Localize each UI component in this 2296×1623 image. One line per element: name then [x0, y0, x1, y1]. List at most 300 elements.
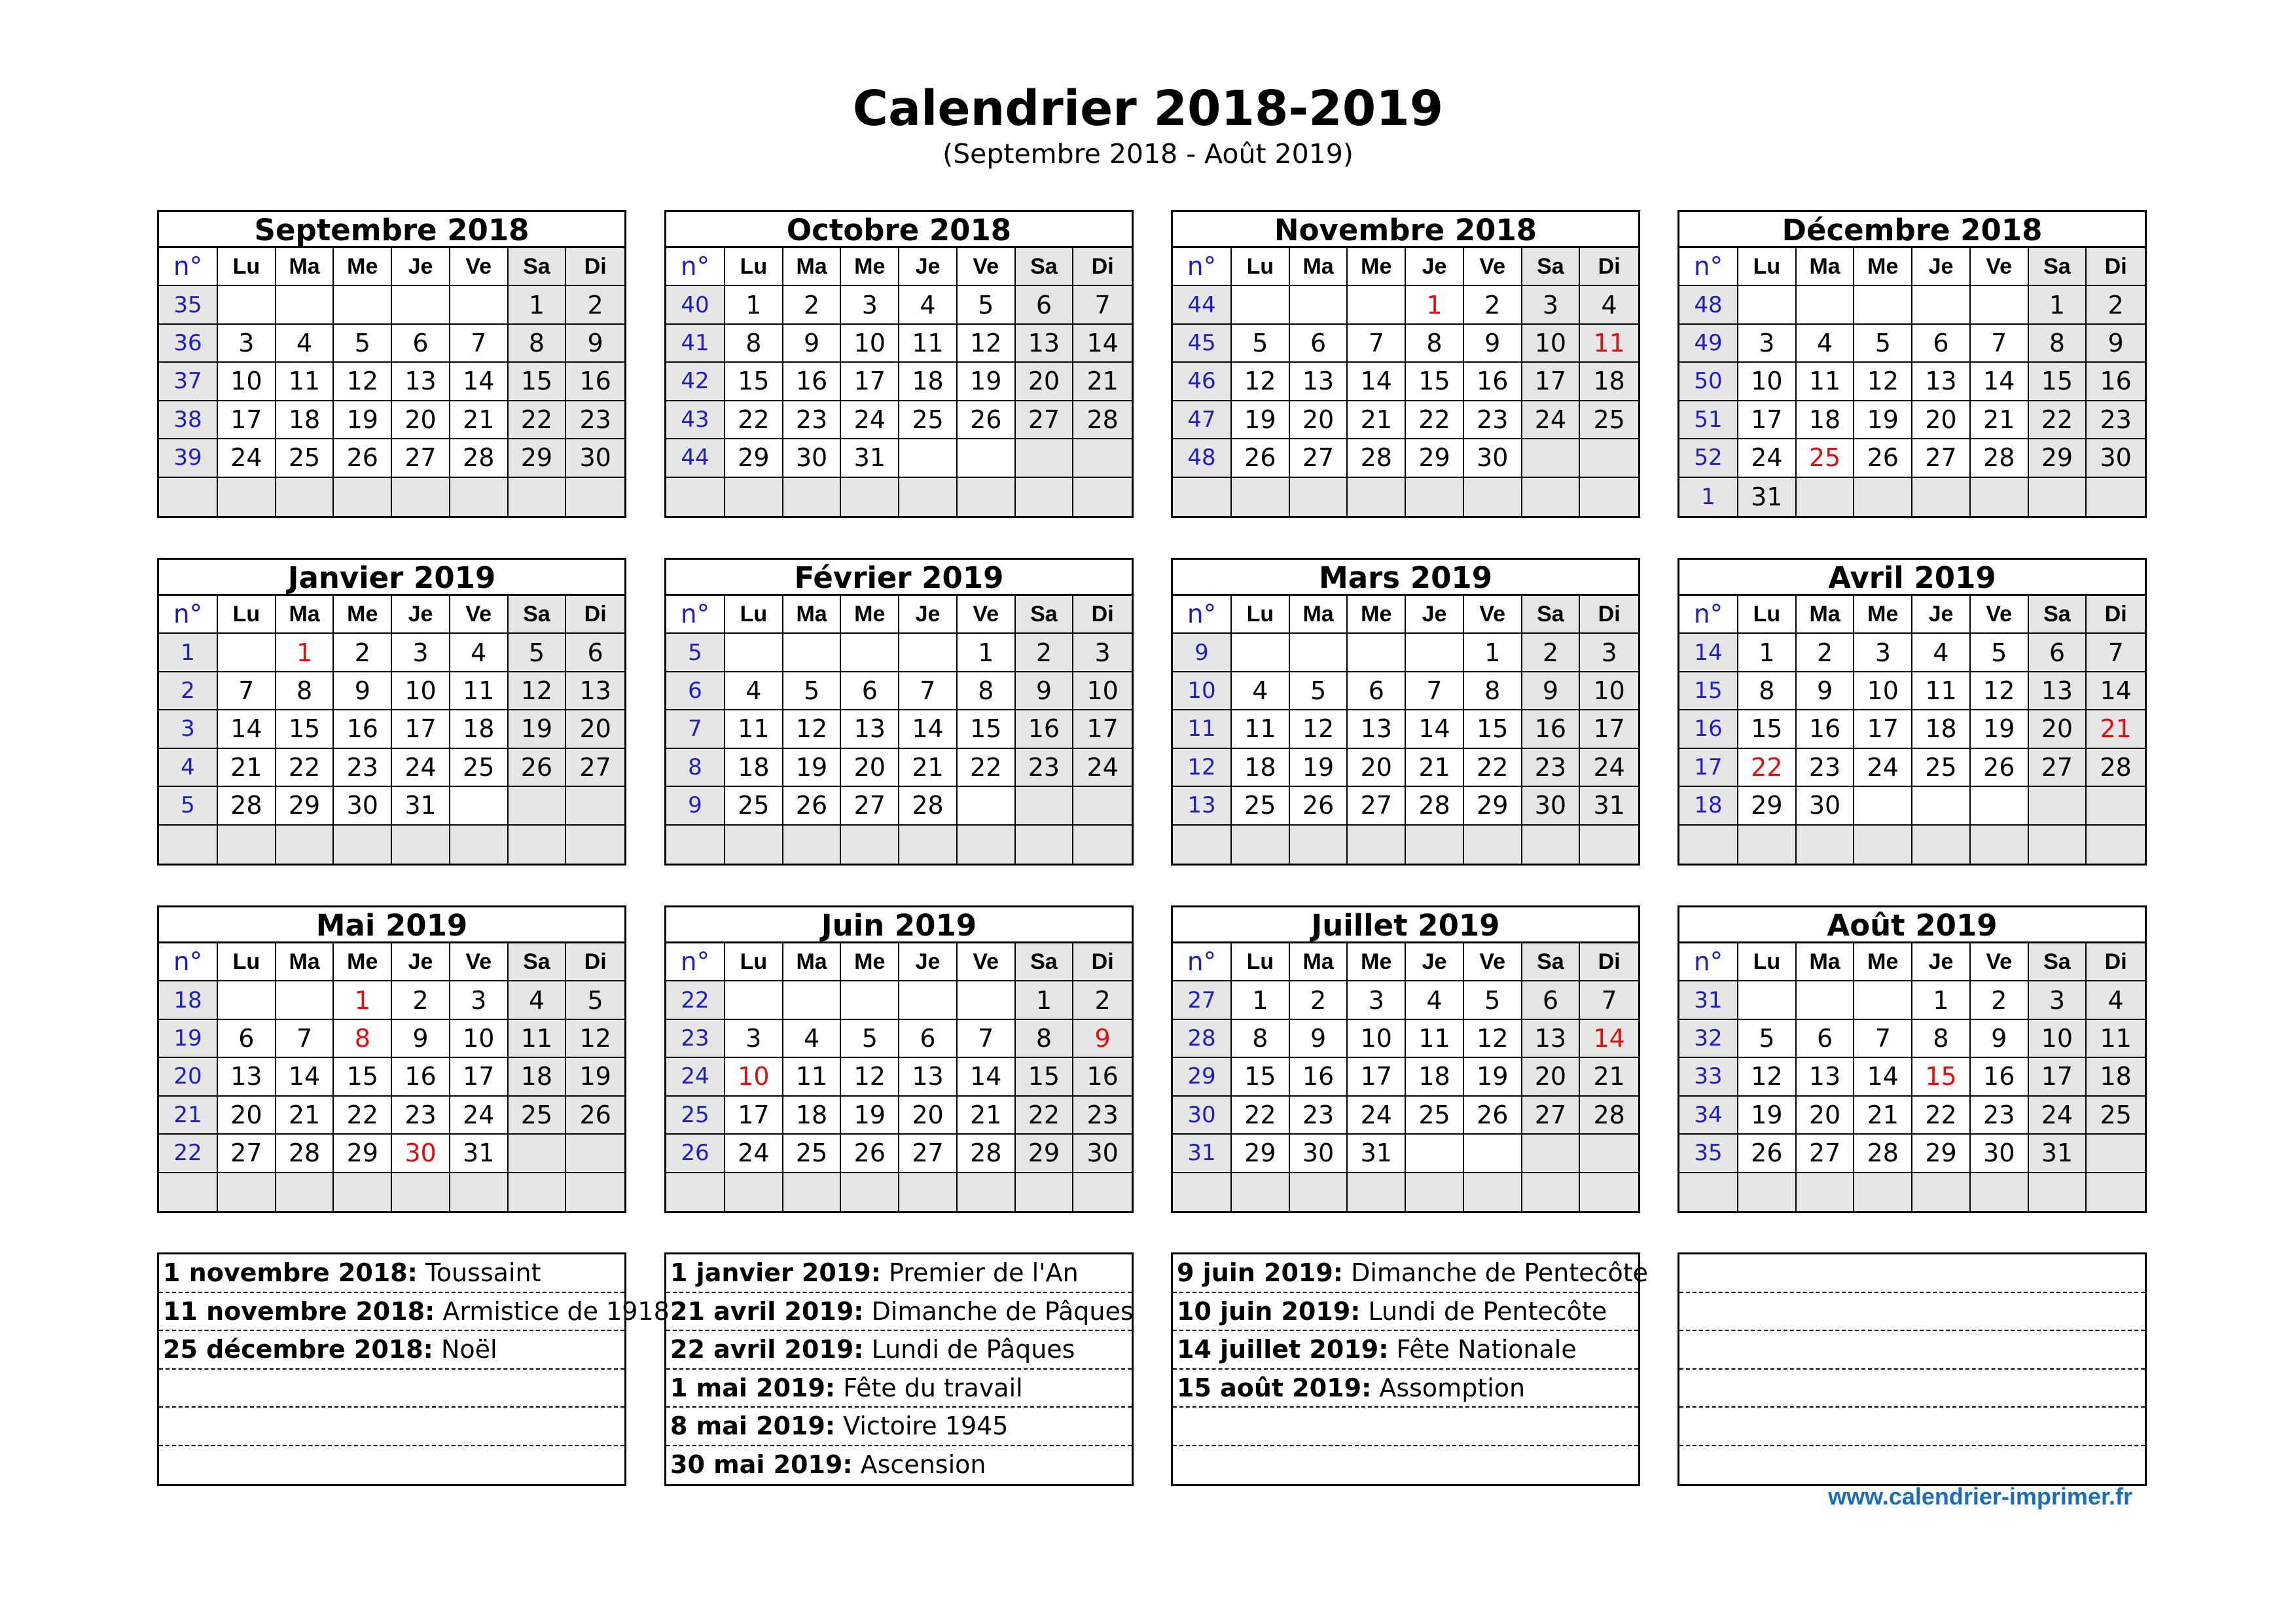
empty-day-cell — [1522, 1173, 1581, 1211]
day-cell: 13 — [1016, 325, 1074, 363]
day-cell: 22 — [1912, 1097, 1971, 1135]
day-cell: 31 — [1348, 1135, 1406, 1173]
empty-day-cell — [2087, 1173, 2145, 1211]
day-header: Di — [1580, 248, 1638, 286]
day-cell: 30 — [783, 439, 842, 477]
day-cell: 13 — [218, 1058, 276, 1096]
empty-day-cell — [1406, 634, 1464, 672]
day-header: Me — [1348, 943, 1406, 981]
empty-day-cell — [1971, 787, 2029, 825]
month-block — [1677, 558, 2147, 866]
empty-day-cell — [1016, 439, 1074, 477]
holiday-date: 30 mai 2019: — [670, 1450, 853, 1479]
holiday-note-row — [159, 1408, 624, 1446]
empty-day-cell — [566, 478, 624, 516]
week-number: 26 — [666, 1135, 725, 1173]
month-block — [1677, 905, 2147, 1213]
week-number: 44 — [666, 439, 725, 477]
day-cell: 28 — [1073, 401, 1132, 439]
week-number: 6 — [666, 672, 725, 710]
week-number-header: n° — [666, 596, 725, 634]
day-cell: 3 — [218, 325, 276, 363]
day-header: Ma — [783, 596, 842, 634]
month-day-grid — [159, 248, 624, 516]
day-cell: 11 — [1912, 672, 1971, 710]
empty-day-cell — [1522, 439, 1581, 477]
day-cell: 25 — [2087, 1097, 2145, 1135]
week-number: 30 — [1173, 1097, 1232, 1135]
week-number: 39 — [159, 439, 218, 477]
day-cell: 4 — [899, 286, 958, 324]
day-cell: 22 — [1232, 1097, 1290, 1135]
day-cell: 8 — [1016, 1020, 1074, 1058]
day-cell: 12 — [783, 710, 842, 748]
day-header: Lu — [1232, 248, 1290, 286]
day-cell: 1 — [334, 981, 392, 1019]
page-subtitle: (Septembre 2018 - Août 2019) — [942, 138, 1354, 170]
holiday-note-row — [1173, 1293, 1638, 1332]
day-cell: 16 — [1971, 1058, 2029, 1096]
day-cell: 24 — [218, 439, 276, 477]
day-header: Je — [392, 596, 450, 634]
day-cell: 12 — [509, 672, 567, 710]
day-cell: 23 — [1016, 749, 1074, 787]
day-header: Me — [1854, 943, 1912, 981]
day-cell: 2 — [392, 981, 450, 1019]
empty-day-cell — [218, 1173, 276, 1211]
day-cell: 28 — [1580, 1097, 1638, 1135]
holiday-date: 1 mai 2019: — [670, 1373, 836, 1402]
day-header: Sa — [509, 248, 567, 286]
holiday-date: 25 décembre 2018: — [163, 1335, 433, 1364]
day-cell: 17 — [1580, 710, 1638, 748]
holiday-date: 1 novembre 2018: — [163, 1258, 418, 1287]
day-cell: 23 — [1971, 1097, 2029, 1135]
day-header: Di — [1580, 596, 1638, 634]
day-cell: 15 — [334, 1058, 392, 1096]
week-number: 9 — [1173, 634, 1232, 672]
holiday-note-row — [1679, 1446, 2145, 1485]
day-cell: 20 — [899, 1097, 958, 1135]
empty-day-cell — [1406, 826, 1464, 864]
empty-day-cell — [783, 826, 842, 864]
day-cell: 5 — [1738, 1020, 1797, 1058]
day-cell: 16 — [1290, 1058, 1348, 1096]
day-cell: 19 — [1464, 1058, 1522, 1096]
day-header: Je — [1912, 943, 1971, 981]
empty-day-cell — [783, 981, 842, 1019]
day-cell: 19 — [566, 1058, 624, 1096]
empty-day-cell — [1290, 826, 1348, 864]
month-title: Mars 2019 — [1173, 560, 1638, 596]
day-cell: 15 — [509, 363, 567, 401]
day-cell: 29 — [1464, 787, 1522, 825]
empty-day-cell — [509, 1173, 567, 1211]
day-cell: 22 — [725, 401, 783, 439]
day-cell: 2 — [1073, 981, 1132, 1019]
day-cell: 2 — [2087, 286, 2145, 324]
day-cell: 1 — [1912, 981, 1971, 1019]
empty-day-cell — [1232, 826, 1290, 864]
empty-day-cell — [1854, 981, 1912, 1019]
month-day-grid — [1679, 248, 2145, 516]
holiday-label: Fête du travail — [835, 1373, 1023, 1402]
empty-day-cell — [1464, 826, 1522, 864]
day-cell: 31 — [2029, 1135, 2087, 1173]
day-cell: 27 — [218, 1135, 276, 1173]
day-cell: 21 — [958, 1097, 1016, 1135]
day-cell: 6 — [2029, 634, 2087, 672]
day-cell: 27 — [899, 1135, 958, 1173]
week-number: 20 — [159, 1058, 218, 1096]
holiday-date: 10 juin 2019: — [1177, 1296, 1361, 1326]
day-cell: 25 — [1232, 787, 1290, 825]
day-header: Sa — [1522, 943, 1581, 981]
month-day-grid — [666, 596, 1132, 864]
month-day-grid — [666, 943, 1132, 1211]
week-number — [159, 826, 218, 864]
day-cell: 30 — [1464, 439, 1522, 477]
month-title: Décembre 2018 — [1679, 212, 2145, 248]
day-cell: 29 — [725, 439, 783, 477]
day-cell: 16 — [1464, 363, 1522, 401]
holiday-note-row — [159, 1370, 624, 1408]
day-cell: 11 — [1232, 710, 1290, 748]
day-cell: 8 — [1738, 672, 1797, 710]
day-header: Ve — [1971, 943, 2029, 981]
empty-day-cell — [899, 634, 958, 672]
day-cell: 12 — [1971, 672, 2029, 710]
day-cell: 24 — [392, 749, 450, 787]
day-cell: 13 — [841, 710, 899, 748]
week-number: 5 — [666, 634, 725, 672]
empty-day-cell — [783, 478, 842, 516]
holiday-note-row — [1173, 1370, 1638, 1408]
day-cell: 7 — [958, 1020, 1016, 1058]
day-header: Ve — [450, 596, 509, 634]
empty-day-cell — [1348, 478, 1406, 516]
day-cell: 20 — [1016, 363, 1074, 401]
week-number: 1 — [1679, 478, 1738, 516]
day-cell: 6 — [1797, 1020, 1855, 1058]
day-header: Di — [2087, 248, 2145, 286]
empty-day-cell — [1797, 1173, 1855, 1211]
empty-day-cell — [1797, 981, 1855, 1019]
day-cell: 26 — [783, 787, 842, 825]
day-cell: 27 — [1522, 1097, 1581, 1135]
day-cell: 20 — [218, 1097, 276, 1135]
day-cell: 10 — [450, 1020, 509, 1058]
day-cell: 6 — [1348, 672, 1406, 710]
month-block — [1677, 210, 2147, 518]
day-cell: 6 — [392, 325, 450, 363]
day-cell: 28 — [450, 439, 509, 477]
day-cell: 24 — [450, 1097, 509, 1135]
empty-day-cell — [899, 826, 958, 864]
day-cell: 3 — [1738, 325, 1797, 363]
week-number: 17 — [1679, 749, 1738, 787]
week-number-header: n° — [1679, 248, 1738, 286]
day-cell: 19 — [1854, 401, 1912, 439]
week-number: 38 — [159, 401, 218, 439]
day-cell: 18 — [2087, 1058, 2145, 1096]
holiday-date: 22 avril 2019: — [670, 1335, 864, 1364]
empty-day-cell — [218, 981, 276, 1019]
day-header: Sa — [1016, 943, 1074, 981]
day-cell: 28 — [276, 1135, 334, 1173]
day-header: Je — [392, 943, 450, 981]
day-cell: 23 — [1290, 1097, 1348, 1135]
day-cell: 14 — [276, 1058, 334, 1096]
day-cell: 20 — [392, 401, 450, 439]
day-cell: 5 — [1854, 325, 1912, 363]
day-header: Ve — [958, 248, 1016, 286]
month-block — [664, 558, 1134, 866]
day-cell: 28 — [1348, 439, 1406, 477]
day-cell: 2 — [783, 286, 842, 324]
day-cell: 15 — [725, 363, 783, 401]
empty-day-cell — [1912, 787, 1971, 825]
empty-day-cell — [1348, 634, 1406, 672]
empty-day-cell — [1580, 826, 1638, 864]
day-cell: 7 — [1854, 1020, 1912, 1058]
week-number: 15 — [1679, 672, 1738, 710]
month-day-grid — [1679, 943, 2145, 1211]
day-cell: 5 — [841, 1020, 899, 1058]
empty-day-cell — [566, 826, 624, 864]
day-cell: 16 — [566, 363, 624, 401]
day-cell: 15 — [1738, 710, 1797, 748]
day-cell: 9 — [392, 1020, 450, 1058]
day-cell: 17 — [1348, 1058, 1406, 1096]
day-cell: 4 — [1912, 634, 1971, 672]
month-day-grid — [1173, 596, 1638, 864]
day-cell: 29 — [509, 439, 567, 477]
week-number — [159, 1173, 218, 1211]
day-cell: 25 — [450, 749, 509, 787]
day-cell: 31 — [1580, 787, 1638, 825]
empty-day-cell — [1464, 478, 1522, 516]
day-cell: 7 — [1406, 672, 1464, 710]
day-header: Je — [899, 248, 958, 286]
day-cell: 25 — [509, 1097, 567, 1135]
day-header: Ma — [1797, 248, 1855, 286]
empty-day-cell — [566, 787, 624, 825]
day-header: Me — [1854, 248, 1912, 286]
week-number: 37 — [159, 363, 218, 401]
day-cell: 21 — [1854, 1097, 1912, 1135]
day-cell: 23 — [566, 401, 624, 439]
empty-day-cell — [1464, 1135, 1522, 1173]
day-cell: 22 — [276, 749, 334, 787]
day-header: Di — [1073, 943, 1132, 981]
day-cell: 22 — [2029, 401, 2087, 439]
day-header: Ve — [450, 248, 509, 286]
week-number: 22 — [159, 1135, 218, 1173]
empty-day-cell — [1797, 826, 1855, 864]
day-cell: 15 — [1232, 1058, 1290, 1096]
website-link[interactable]: www.calendrier-imprimer.fr — [1828, 1483, 2132, 1510]
week-number: 13 — [1173, 787, 1232, 825]
day-header: Ve — [1464, 943, 1522, 981]
day-cell: 24 — [1073, 749, 1132, 787]
day-cell: 24 — [841, 401, 899, 439]
day-cell: 24 — [1854, 749, 1912, 787]
empty-day-cell — [392, 826, 450, 864]
day-cell: 11 — [1580, 325, 1638, 363]
day-cell: 13 — [899, 1058, 958, 1096]
holiday-note-row — [159, 1331, 624, 1370]
day-cell: 9 — [566, 325, 624, 363]
day-cell: 2 — [1971, 981, 2029, 1019]
day-header: Di — [2087, 943, 2145, 981]
day-cell: 4 — [1580, 286, 1638, 324]
day-header: Di — [566, 248, 624, 286]
week-number: 27 — [1173, 981, 1232, 1019]
day-header: Ma — [276, 596, 334, 634]
day-header: Sa — [509, 943, 567, 981]
day-cell: 8 — [1232, 1020, 1290, 1058]
day-cell: 25 — [1406, 1097, 1464, 1135]
day-cell: 26 — [509, 749, 567, 787]
week-number — [1679, 826, 1738, 864]
day-cell: 4 — [1797, 325, 1855, 363]
day-cell: 2 — [1464, 286, 1522, 324]
day-cell: 13 — [1348, 710, 1406, 748]
holiday-note-row — [1679, 1408, 2145, 1446]
day-cell: 10 — [1854, 672, 1912, 710]
holiday-date: 15 août 2019: — [1177, 1373, 1372, 1402]
empty-day-cell — [1290, 634, 1348, 672]
day-cell: 26 — [841, 1135, 899, 1173]
day-cell: 25 — [1912, 749, 1971, 787]
empty-day-cell — [2029, 1173, 2087, 1211]
empty-day-cell — [1522, 826, 1581, 864]
holiday-note-row — [666, 1254, 1132, 1293]
day-cell: 9 — [1971, 1020, 2029, 1058]
week-number: 7 — [666, 710, 725, 748]
day-cell: 13 — [1912, 363, 1971, 401]
empty-day-cell — [1073, 826, 1132, 864]
day-cell: 5 — [1290, 672, 1348, 710]
empty-day-cell — [1016, 1173, 1074, 1211]
day-header: Lu — [1738, 943, 1797, 981]
month-title: Avril 2019 — [1679, 560, 2145, 596]
day-header: Sa — [509, 596, 567, 634]
day-cell: 5 — [958, 286, 1016, 324]
day-cell: 9 — [2087, 325, 2145, 363]
empty-day-cell — [1073, 787, 1132, 825]
day-header: Je — [392, 248, 450, 286]
empty-day-cell — [1073, 478, 1132, 516]
day-cell: 19 — [958, 363, 1016, 401]
day-cell: 3 — [841, 286, 899, 324]
holiday-note-row — [666, 1293, 1132, 1332]
day-cell: 3 — [1348, 981, 1406, 1019]
week-number — [666, 826, 725, 864]
notes-box — [1171, 1252, 1649, 1486]
day-cell: 29 — [1232, 1135, 1290, 1173]
month-block — [157, 905, 626, 1213]
day-cell: 27 — [1016, 401, 1074, 439]
day-header: Me — [841, 596, 899, 634]
week-number-header: n° — [666, 943, 725, 981]
holiday-note-row — [666, 1331, 1132, 1370]
day-cell: 19 — [1971, 710, 2029, 748]
day-cell: 6 — [566, 634, 624, 672]
empty-day-cell — [392, 478, 450, 516]
notes-box — [664, 1252, 1134, 1486]
week-number: 19 — [159, 1020, 218, 1058]
day-cell: 23 — [783, 401, 842, 439]
day-cell: 23 — [1073, 1097, 1132, 1135]
day-cell: 16 — [1797, 710, 1855, 748]
day-cell: 21 — [276, 1097, 334, 1135]
day-cell: 26 — [1464, 1097, 1522, 1135]
day-cell: 26 — [1232, 439, 1290, 477]
day-header: Me — [841, 943, 899, 981]
day-cell: 10 — [725, 1058, 783, 1096]
day-header: Lu — [725, 596, 783, 634]
empty-day-cell — [1073, 439, 1132, 477]
week-number — [1679, 1173, 1738, 1211]
day-cell: 27 — [566, 749, 624, 787]
month-day-grid — [1679, 596, 2145, 864]
day-cell: 11 — [276, 363, 334, 401]
day-cell: 23 — [2087, 401, 2145, 439]
day-cell: 21 — [1348, 401, 1406, 439]
week-number — [1173, 478, 1232, 516]
day-cell: 15 — [1016, 1058, 1074, 1096]
day-cell: 27 — [1797, 1135, 1855, 1173]
day-cell: 16 — [2087, 363, 2145, 401]
empty-day-cell — [1522, 1135, 1581, 1173]
day-cell: 12 — [958, 325, 1016, 363]
day-cell: 29 — [2029, 439, 2087, 477]
day-cell: 16 — [334, 710, 392, 748]
empty-day-cell — [1580, 1173, 1638, 1211]
empty-day-cell — [1232, 1173, 1290, 1211]
day-cell: 13 — [392, 363, 450, 401]
day-cell: 18 — [1406, 1058, 1464, 1096]
month-block — [664, 210, 1134, 518]
empty-day-cell — [841, 478, 899, 516]
empty-day-cell — [566, 1135, 624, 1173]
empty-day-cell — [1232, 478, 1290, 516]
month-title: Février 2019 — [666, 560, 1132, 596]
day-cell: 23 — [334, 749, 392, 787]
empty-day-cell — [1580, 478, 1638, 516]
month-block — [1171, 210, 1640, 518]
day-header: Di — [566, 596, 624, 634]
empty-day-cell — [450, 1173, 509, 1211]
day-cell: 27 — [392, 439, 450, 477]
day-cell: 6 — [1522, 981, 1581, 1019]
empty-day-cell — [1971, 826, 2029, 864]
empty-day-cell — [509, 826, 567, 864]
empty-day-cell — [1854, 286, 1912, 324]
day-cell: 21 — [2087, 710, 2145, 748]
week-number: 33 — [1679, 1058, 1738, 1096]
day-header: Ve — [1464, 248, 1522, 286]
week-number: 8 — [666, 749, 725, 787]
day-cell: 9 — [1016, 672, 1074, 710]
day-header: Ma — [1797, 943, 1855, 981]
day-cell: 19 — [334, 401, 392, 439]
holiday-note-row — [1173, 1254, 1649, 1293]
day-cell: 4 — [276, 325, 334, 363]
day-header: Me — [1854, 596, 1912, 634]
